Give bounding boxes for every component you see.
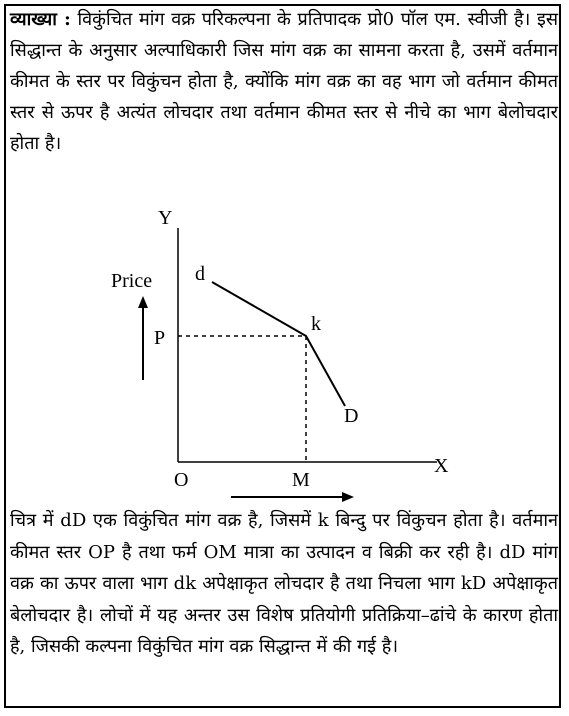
quantity-arrow-head [342, 492, 354, 502]
kink-label: k [311, 313, 321, 335]
m-label: M [292, 469, 310, 491]
demand-curve [212, 282, 345, 406]
x-axis-label: X [434, 455, 449, 477]
description-paragraph: चित्र में dD एक विकुंचित मांग वक्र है, जिसमें k बिन्दु पर विंकुचन होता है। वर्तमान कीमत स्तर OP है तथा फर्म OM मात्रा का उत्पादन व बिक्री कर रही है। dD मांग वक्र का ऊपर वाला भाग dk अपेक्षाकृत लोचदार है तथा निचला भाग kD अपेक्षाकृत बेलोचदार है। लोचों में यह अन्तर उस विशेष प्रतियोगी प्रतिक्रिया–ढांचे के कारण होता है, जिसकी कल्पना विकुंचित मांग वक्र सिद्धान्त में की गई है। [10, 510, 558, 657]
price-arrow-head [138, 296, 148, 308]
p-label: P [154, 327, 166, 349]
d-lower-label: D [344, 405, 359, 427]
y-axis-label: Y [158, 207, 173, 229]
explanation-label: व्याख्या : [10, 9, 71, 30]
price-label: Price [111, 270, 153, 292]
origin-label: O [174, 469, 189, 491]
explanation-text: विकुंचित मांग वक्र परिकल्पना के प्रतिपादक प्रो0 पॉल एम. स्वीजी है। इस सिद्धान्त के अनुसार अल्पाधिकारी जिस मांग वक्र का सामना करता है, उसमें वर्तमान कीमत के स्तर पर विकुंचन होता है, क्योंकि मांग वक्र का वह भाग जो वर्तमान कीमत स्तर से ऊपर है अत्यंत लोचदार तथा वर्तमान कीमत स्तर से नीचे का भाग बेलोचदार होता है। [10, 9, 558, 154]
d-upper-label: d [195, 263, 205, 285]
